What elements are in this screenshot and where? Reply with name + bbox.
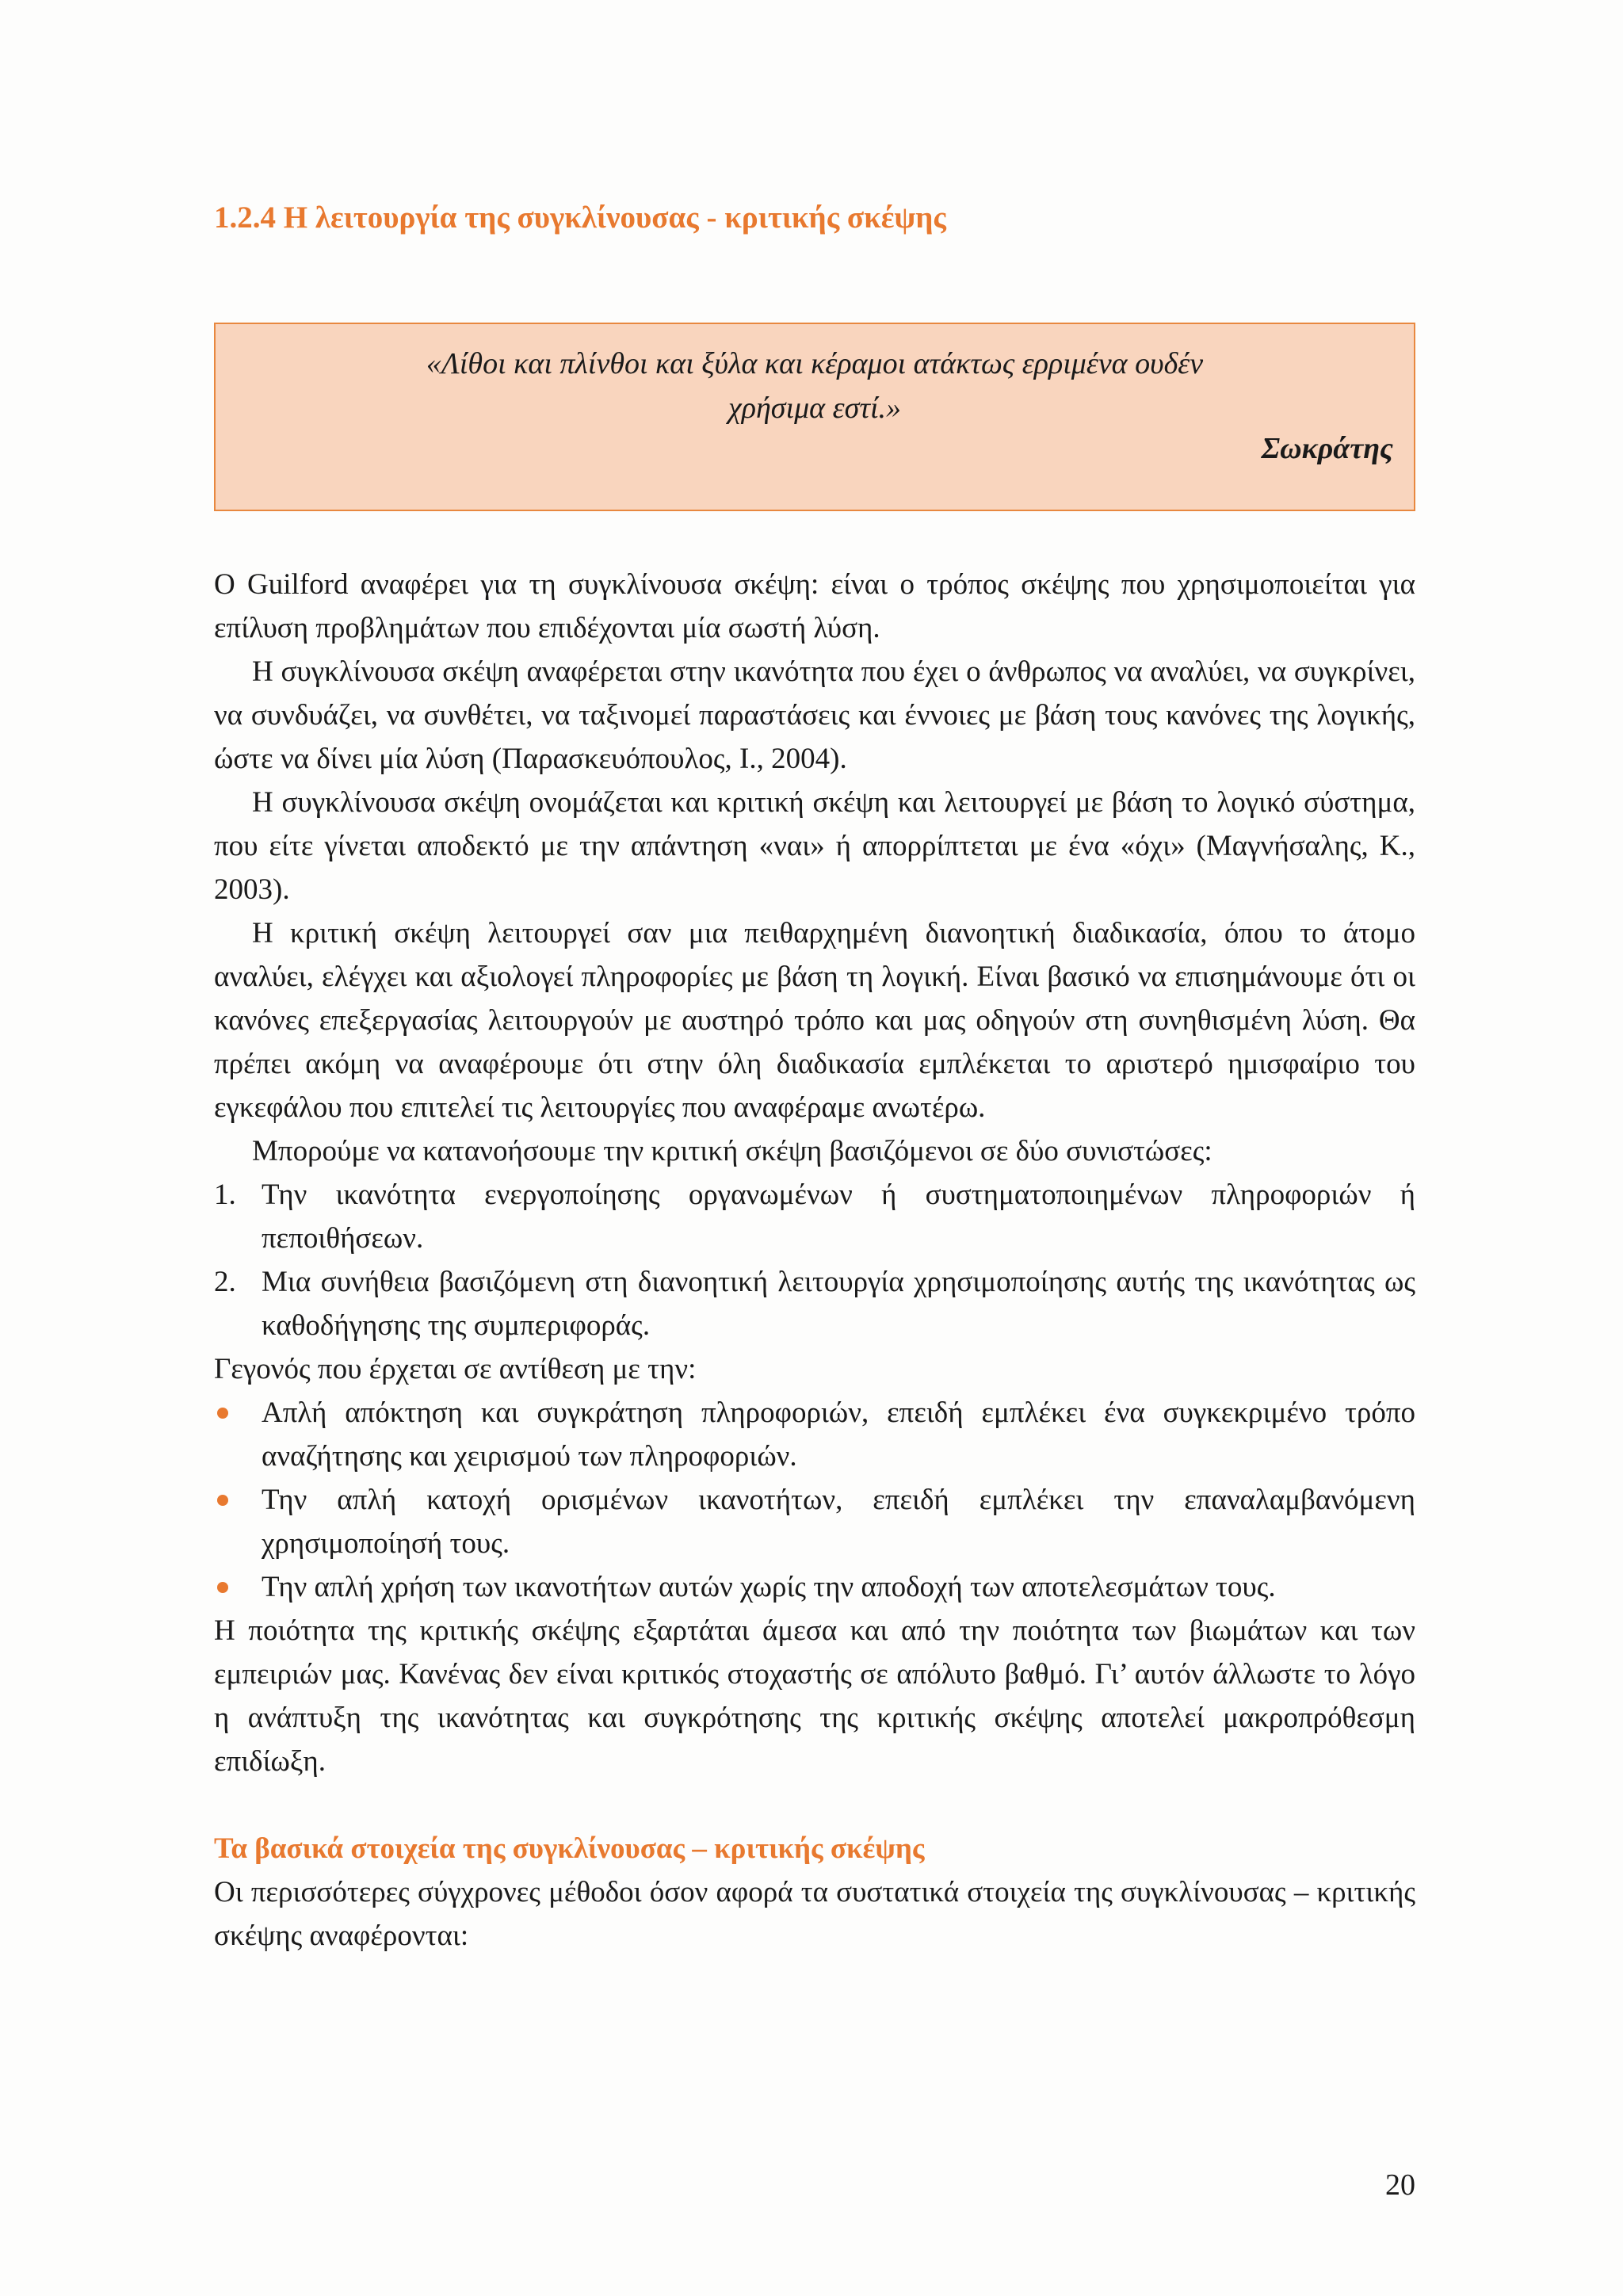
section-heading: 1.2.4 Η λειτουργία της συγκλίνουσας - κριτικής σκέψης (214, 201, 946, 235)
bullet-icon (217, 1582, 228, 1593)
list-number: 1. (214, 1179, 236, 1211)
quote-line-2: χρήσιμα εστί.» (728, 392, 901, 425)
contrast-intro: Γεγονός που έρχεται σε αντίθεση με την: (214, 1353, 697, 1385)
list-item-text: Απλή απόκτηση και συγκράτηση πληροφοριών, επειδή εμπλέκει ένα συγκεκριμένο τρόπο αναζήτησης και χειρισμού των πληροφοριών. (262, 1396, 1415, 1473)
list-item-text: Μια συνήθεια βασιζόμενη στη διανοητική λειτουργία χρησιμοποίησης αυτής της ικανότητας ως καθοδήγησης της συμπεριφοράς. (262, 1266, 1415, 1342)
paragraph-3: Η συγκλίνουσα σκέψη ονομάζεται και κριτική σκέψη και λειτουργεί με βάση το λογικό σύστημα, που είτε γίνεται αποδεκτό με την απάντηση «ναι» ή απορρίπτεται με ένα «όχι» (Μαγνήσαλης, Κ., 2003). (214, 786, 1415, 906)
paragraph-1: Ο Guilford αναφέρει για τη συγκλίνουσα σκέψη: είναι ο τρόπος σκέψης που χρησιμοποιείται για επίλυση προβλημάτων που επιδέχονται μία σωστή λύση. (214, 568, 1415, 644)
list-item (214, 1391, 1415, 1478)
quote-author: Σωκράτης (1261, 432, 1393, 465)
bullet-icon (217, 1408, 228, 1419)
list-item-text: Την απλή κατοχή ορισμένων ικανοτήτων, επειδή εμπλέκει την επαναλαμβανόμενη χρησιμοποίησή τους. (262, 1484, 1415, 1560)
closing-paragraph: Η ποιότητα της κριτικής σκέψης εξαρτάται άμεσα και από την ποιότητα των βιωμάτων και των εμπειριών μας. Κανένας δεν είναι κριτικός στοχαστής σε απόλυτο βαθμό. Γι’ αυτόν άλλωστε το λόγο η ανάπτυξη της ικανότητας και συγκρότησης της κριτικής σκέψης αποτελεί μακροπρόθεσμη επιδίωξη. (214, 1614, 1415, 1778)
numbered-list (214, 1173, 1415, 1347)
paragraph-5: Μπορούμε να κατανοήσουμε την κριτική σκέψη βασιζόμενοι σε δύο συνιστώσες: (252, 1135, 1212, 1167)
subheading: Τα βασικά στοιχεία της συγκλίνουσας – κριτικής σκέψης (214, 1832, 925, 1865)
body-text (214, 563, 1415, 1958)
bullet-list (214, 1391, 1415, 1609)
bullet-icon (217, 1495, 228, 1506)
page-number: 20 (1385, 2168, 1415, 2202)
list-item-text: Την ικανότητα ενεργοποίησης οργανωμένων ή συστηματοποιημένων πληροφοριών ή πεποιθήσεων. (262, 1179, 1415, 1255)
list-item (214, 1478, 1415, 1565)
list-item (214, 1565, 1415, 1609)
list-item (214, 1173, 1415, 1260)
paragraph-2: Η συγκλίνουσα σκέψη αναφέρεται στην ικανότητα που έχει ο άνθρωπος να αναλύει, να συγκρίνει, να συνδυάζει, να συνθέτει, να ταξινομεί παραστάσεις και έννοιες με βάση τους κανόνες της λογικής, ώστε να δίνει μία λύση (Παρασκευόπουλος, Ι., 2004). (214, 655, 1415, 775)
sub-paragraph: Οι περισσότερες σύγχρονες μέθοδοι όσον αφορά τα συστατικά στοιχεία της συγκλίνουσας – κριτικής σκέψης αναφέρονται: (214, 1876, 1415, 1952)
paragraph-4: Η κριτική σκέψη λειτουργεί σαν μια πειθαρχημένη διανοητική διαδικασία, όπου το άτομο αναλύει, ελέγχει και αξιολογεί πληροφορίες με βάση τη λογική. Είναι βασικό να επισημάνουμε ότι οι κανόνες επεξεργασίας λειτουργούν με αυστηρό τρόπο και μας οδηγούν στη συνηθισμένη λύση. Θα πρέπει ακόμη να αναφέρουμε ότι στην όλη διαδικασία εμπλέκεται το αριστερό ημισφαίριο του εγκεφάλου που επιτελεί τις λειτουργίες που αναφέραμε ανωτέρω. (214, 917, 1415, 1124)
list-item (214, 1260, 1415, 1347)
quote-text (216, 342, 1414, 430)
quote-line-1: «Λίθοι και πλίνθοι και ξύλα και κέραμοι ατάκτως ερριμένα ουδέν (426, 347, 1204, 380)
quote-box (214, 323, 1415, 511)
list-item-text: Την απλή χρήση των ικανοτήτων αυτών χωρίς την αποδοχή των αποτελεσμάτων τους. (262, 1571, 1276, 1603)
list-number: 2. (214, 1266, 236, 1298)
